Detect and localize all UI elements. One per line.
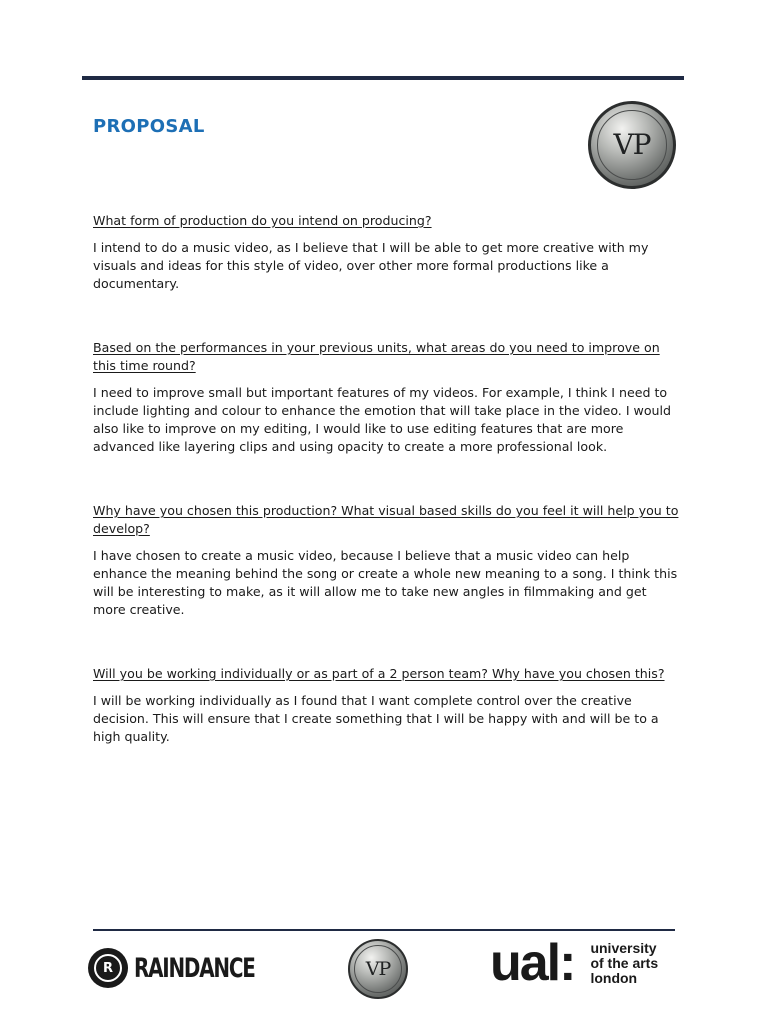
- vp-footer-logo-ring: [354, 945, 402, 993]
- ual-logo: [490, 934, 659, 992]
- vp-logo-text: VP: [613, 128, 651, 162]
- ual-name-line: university: [590, 940, 657, 956]
- raindance-seal-ring: [94, 954, 122, 982]
- ual-name-line: of the arts: [590, 955, 659, 971]
- raindance-wordmark: RAINDANCE: [134, 952, 255, 984]
- qa-section: [93, 502, 683, 619]
- qa-section: [93, 665, 683, 746]
- vp-footer-logo: [348, 939, 408, 999]
- vp-logo: [588, 101, 676, 189]
- raindance-logo: [88, 948, 281, 988]
- footer-rule: [93, 929, 675, 931]
- ual-mark: ual:: [490, 934, 575, 992]
- proposal-body: [93, 212, 683, 746]
- answer-text: I need to improve small but important features of my videos. For example, I think I need to include lighting and colour to enhance the emotion that will take place in the video. I would also like to improve on my editing, I would like to use editing features that are more advanced like layering clips and using opacity to create a more professional look.: [93, 385, 672, 454]
- raindance-seal-icon: [88, 948, 128, 988]
- answer-text: I intend to do a music video, as I believe that I will be able to get more creative with my visuals and ideas for this style of video, over other more formal productions like a documentary.: [93, 240, 649, 291]
- answer-text: I have chosen to create a music video, because I believe that a music video can help enhance the meaning behind the song or create a whole new meaning to a song. I think this will be interesting to make, as it will allow me to take new angles in filmmaking and get more creative.: [93, 548, 678, 617]
- question-text: Will you be working individually or as part of a 2 person team? Why have you chosen this?: [93, 666, 665, 681]
- qa-section: [93, 212, 683, 293]
- question-text: Based on the performances in your previous units, what areas do you need to improve on this time round?: [93, 340, 660, 373]
- vp-footer-logo-text: VP: [365, 958, 391, 980]
- answer-text: I will be working individually as I found that I want complete control over the creative decision. This will ensure that I create something that I will be happy with and will be to a high quality.: [93, 693, 659, 744]
- question-text: What form of production do you intend on producing?: [93, 213, 432, 228]
- raindance-seal-letter: R: [102, 960, 113, 976]
- page-title: PROPOSAL: [93, 116, 205, 137]
- header-rule: [82, 76, 684, 80]
- ual-name: [590, 941, 658, 986]
- question-text: Why have you chosen this production? What visual based skills do you feel it will help you to develop?: [93, 503, 679, 536]
- qa-section: [93, 339, 683, 456]
- ual-name-line: london: [590, 970, 638, 986]
- vp-logo-ring: [597, 110, 666, 179]
